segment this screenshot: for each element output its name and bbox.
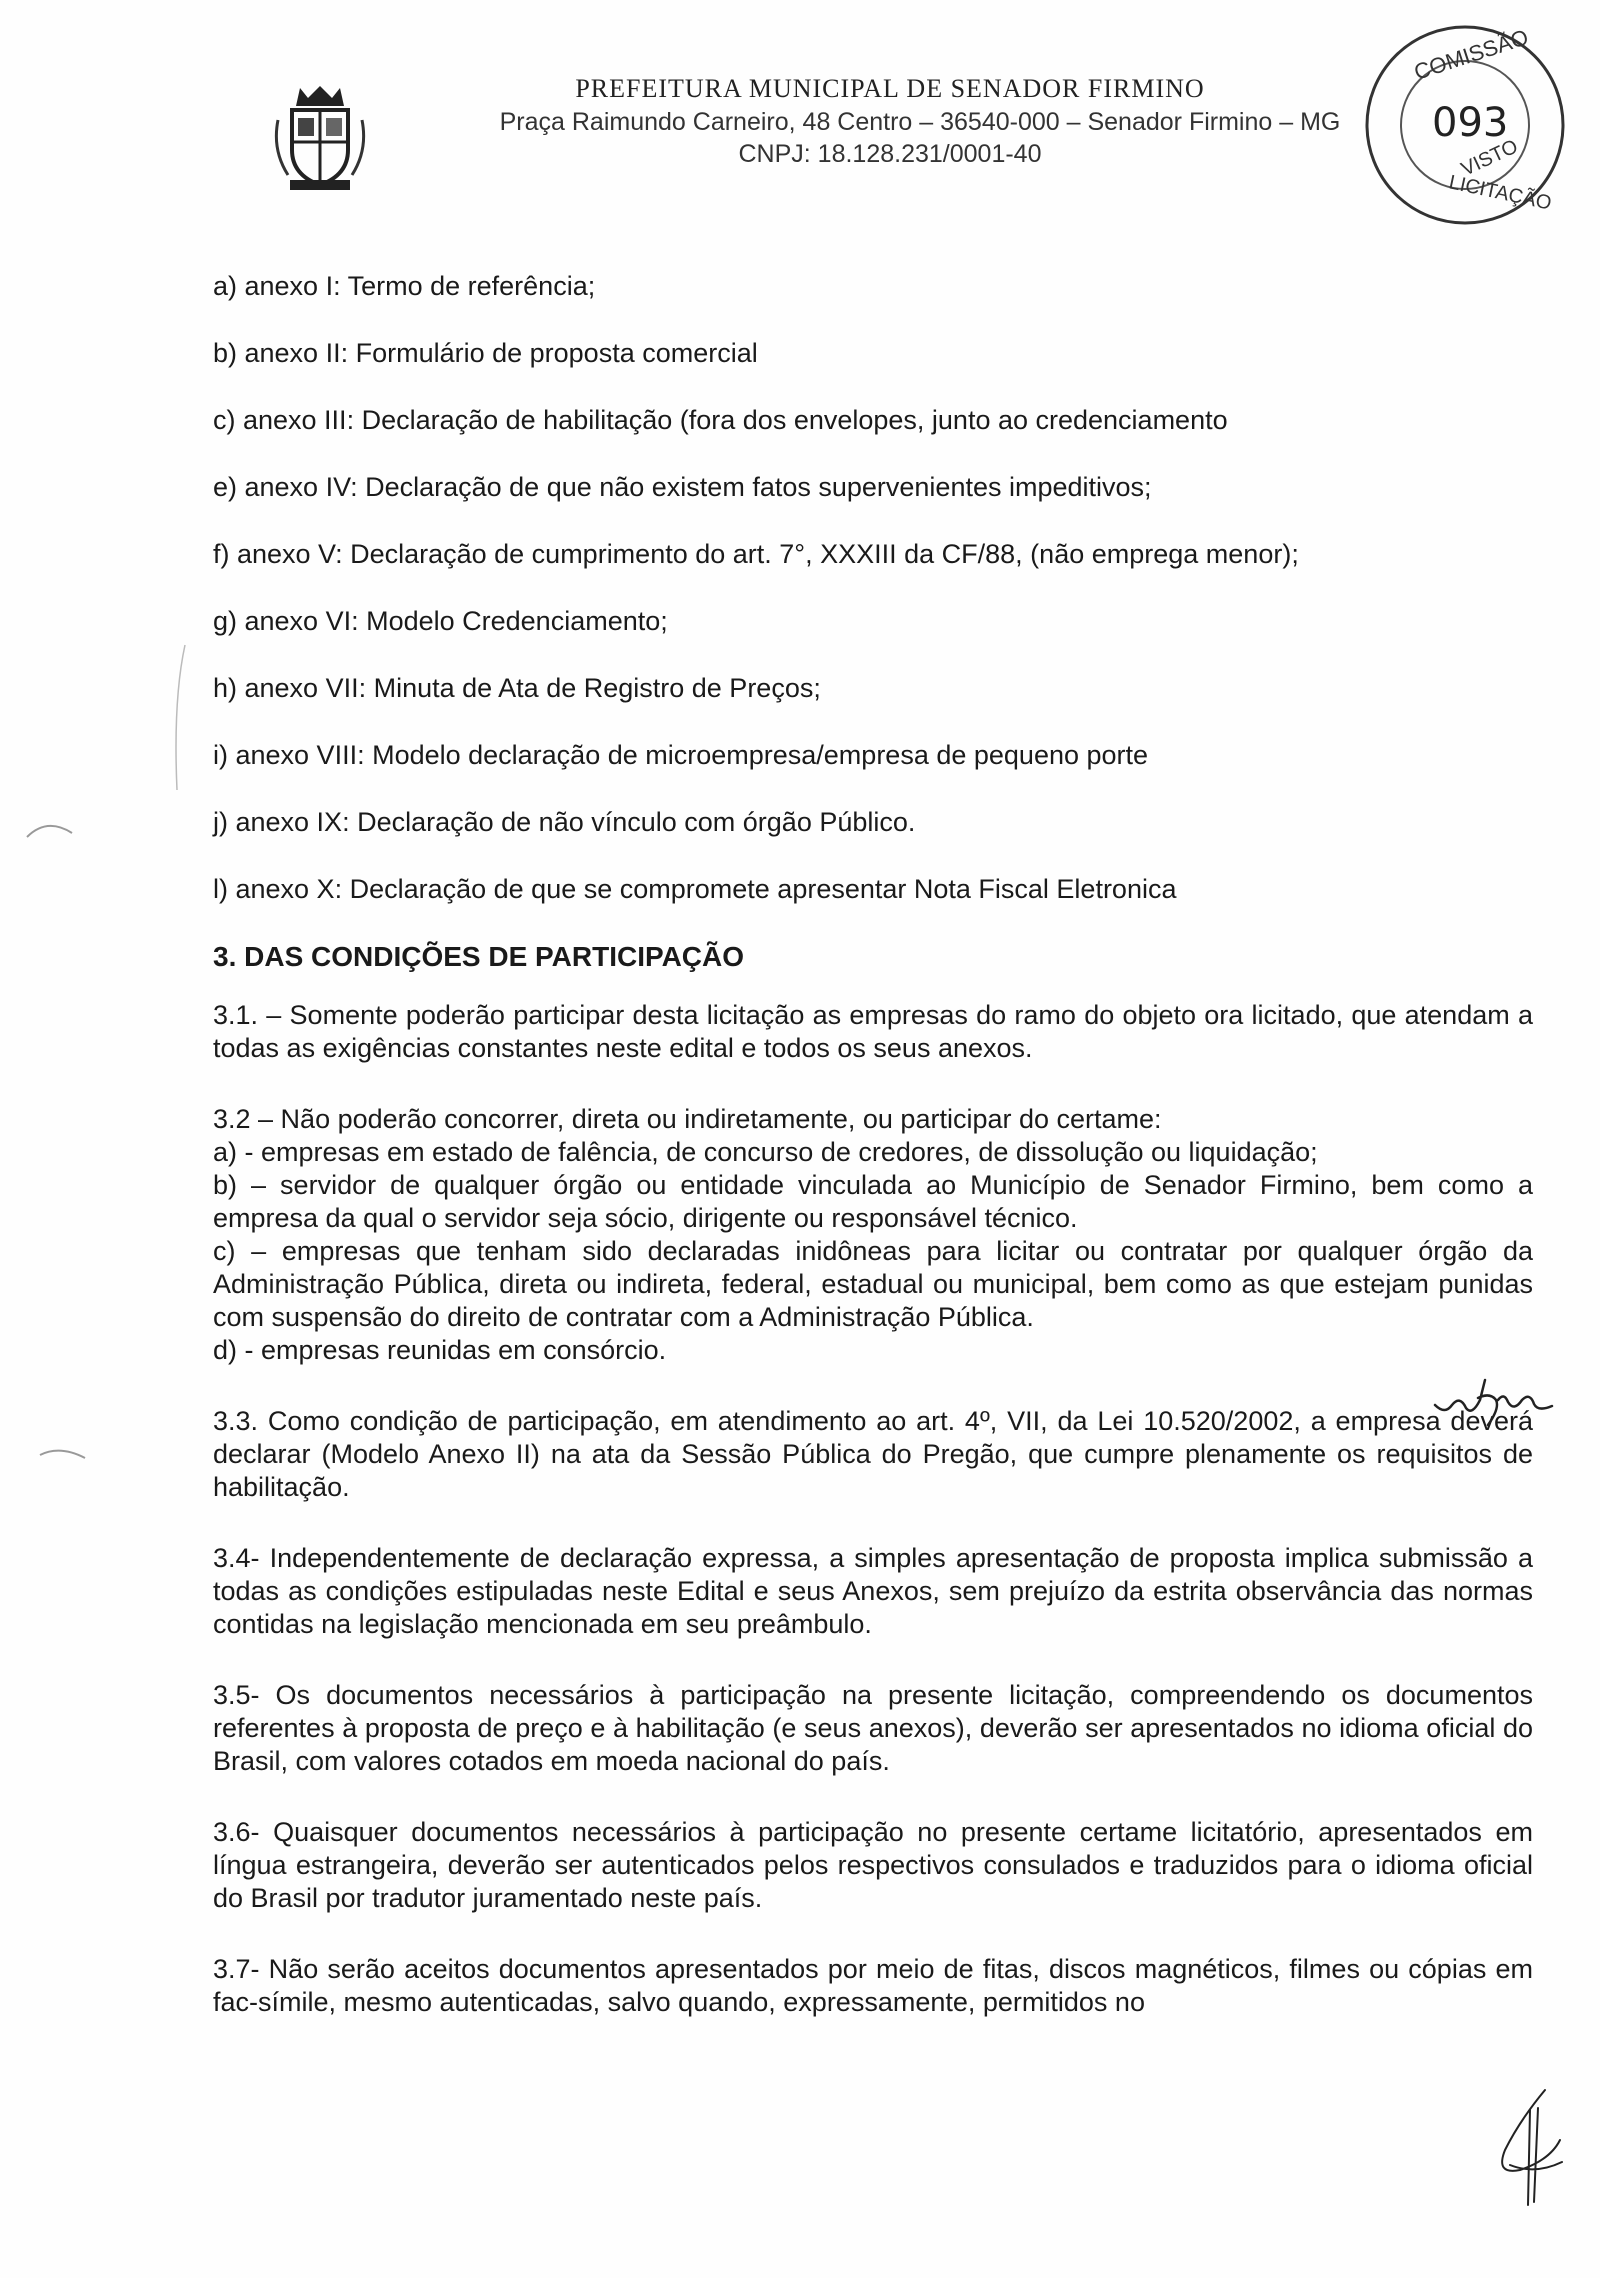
paragraph-3-2-b: b) – servidor de qualquer órgão ou entidade vinculada ao Município de Senador Firmino, bem como a empresa da qual o servidor seja sócio, dirigente ou responsável técnico.: [213, 1170, 1533, 1233]
paragraph-3-2-intro: 3.2 – Não poderão concorrer, direta ou indiretamente, ou participar do certame:: [213, 1104, 1162, 1134]
header-title: PREFEITURA MUNICIPAL DE SENADOR FIRMINO: [575, 74, 1205, 103]
paragraph-3-7: 3.7- Não serão aceitos documentos apresentados por meio de fitas, discos magnéticos, filmes ou cópias em fac-símile, mesmo autenticadas, salvo quando, expressamente, permitidos no: [213, 1954, 1533, 2017]
annex-item: i) anexo VIII: Modelo declaração de microempresa/empresa de pequeno porte: [213, 740, 1149, 770]
annex-item: c) anexo III: Declaração de habilitação (fora dos envelopes, junto ao credenciamento: [213, 405, 1228, 435]
paragraph-3-4: 3.4- Independentemente de declaração expressa, a simples apresentação de proposta implica submissão a todas as condições estipuladas neste Edital e seus Anexos, sem prejuízo da estrita observância das normas contidas na legislação mencionada em seu preâmbulo.: [213, 1543, 1533, 1639]
stamp-licitacao-label: LICITAÇÃO: [1446, 171, 1554, 215]
stamp-number: 093: [1432, 100, 1509, 146]
municipal-crest-icon: [270, 80, 370, 195]
margin-mark: [165, 640, 195, 800]
paragraph-3-1: 3.1. – Somente poderão participar desta licitação as empresas do ramo do objeto ora licitado, que atendam a todas as exigências constantes neste edital e todos os seus anexos.: [213, 1000, 1533, 1063]
annex-item: f) anexo V: Declaração de cumprimento do art. 7°, XXXIII da CF/88, (não emprega menor);: [213, 539, 1299, 569]
stamp-commission-label: COMISSÃO: [1410, 24, 1532, 85]
paragraph-3-2: [213, 1103, 1533, 1367]
paragraph-3-6: 3.6- Quaisquer documentos necessários à participação no presente certame licitatório, apresentados em língua estrangeira, deverão ser autenticados pelos respectivos consulados e traduzidos para o idioma oficial do Brasil por tradutor juramentado neste país.: [213, 1817, 1533, 1913]
section-heading: 3. DAS CONDIÇÕES DE PARTICIPAÇÃO: [213, 941, 745, 972]
header-cnpj: CNPJ: 18.128.231/0001-40: [738, 140, 1042, 168]
margin-mark: [22, 815, 82, 845]
initials-signature-icon: [1430, 1370, 1560, 1430]
annex-list: [213, 270, 1533, 906]
annex-item: b) anexo II: Formulário de proposta comercial: [213, 338, 758, 368]
header-address: Praça Raimundo Carneiro, 48 Centro – 36540-000 – Senador Firmino – MG: [499, 108, 1341, 136]
paragraph-3-5: 3.5- Os documentos necessários à participação na presente licitação, compreendendo os documentos referentes à proposta de preço e à habilitação (e seus anexos), deverão ser apresentados no idioma oficial do Brasil, com valores cotados em moeda nacional do país.: [213, 1680, 1533, 1776]
paragraph-3-2-a: a) - empresas em estado de falência, de concurso de credores, de dissolução ou liquidação;: [213, 1137, 1318, 1167]
commission-stamp: [1360, 20, 1570, 230]
annex-item: e) anexo IV: Declaração de que não existem fatos supervenientes impeditivos;: [213, 472, 1152, 502]
margin-mark: [35, 1440, 95, 1470]
rubric-signature-icon: [1490, 2080, 1570, 2210]
stamp-visto-label: VISTO: [1457, 135, 1522, 181]
paragraph-3-2-d: d) - empresas reunidas em consórcio.: [213, 1335, 667, 1365]
annex-item: a) anexo I: Termo de referência;: [213, 271, 596, 301]
annex-item: l) anexo X: Declaração de que se compromete apresentar Nota Fiscal Eletronica: [213, 874, 1177, 904]
annex-item: g) anexo VI: Modelo Credenciamento;: [213, 606, 668, 636]
paragraph-3-2-c: c) – empresas que tenham sido declaradas inidôneas para licitar ou contratar por qualquer órgão da Administração Pública, direta ou indireta, federal, estadual ou municipal, bem como as que estejam punidas com suspensão do direito de contratar com a Administração Pública.: [213, 1236, 1533, 1332]
document-body: [213, 270, 1533, 2049]
annex-item: h) anexo VII: Minuta de Ata de Registro de Preços;: [213, 673, 821, 703]
paragraph-3-3: 3.3. Como condição de participação, em atendimento ao art. 4º, VII, da Lei 10.520/2002, a empresa deverá declarar (Modelo Anexo II) na ata da Sessão Pública do Pregão, que cumpre plenamente os requisitos de habilitação.: [213, 1406, 1533, 1502]
annex-item: j) anexo IX: Declaração de não vínculo com órgão Público.: [213, 807, 916, 837]
